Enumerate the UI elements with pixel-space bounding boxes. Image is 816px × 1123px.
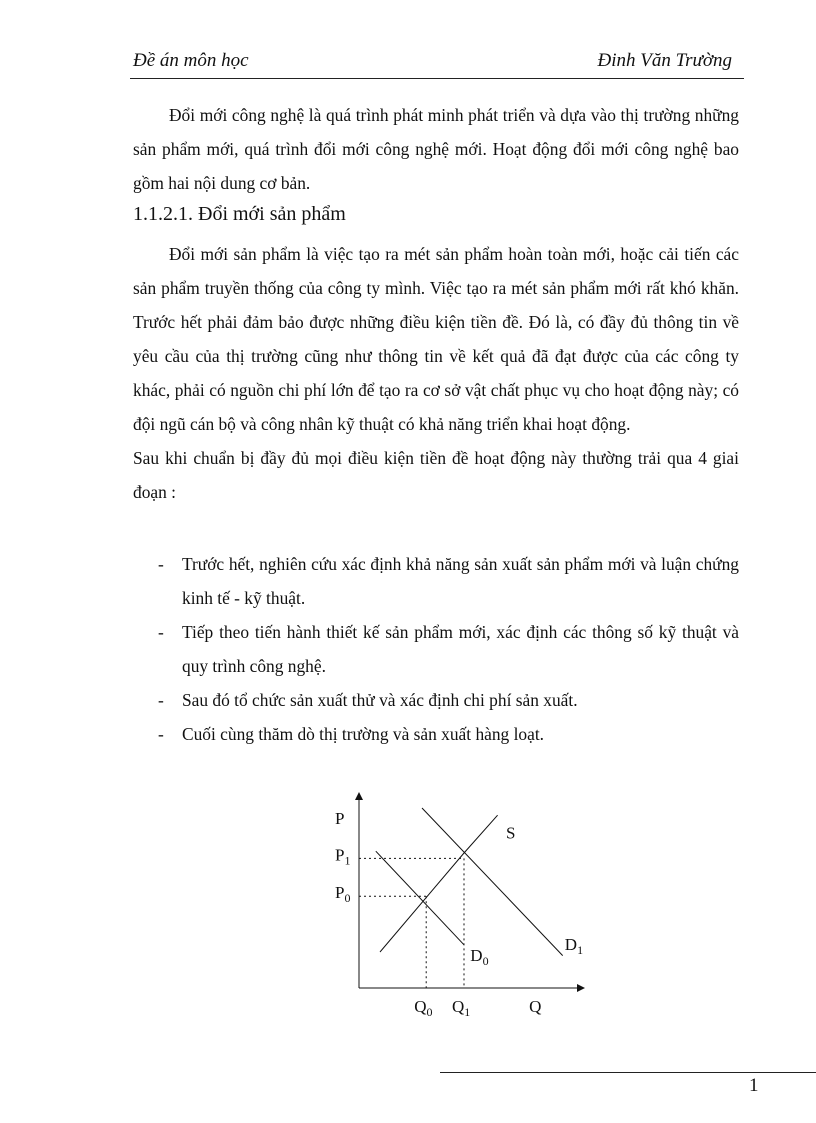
list-dash: - (158, 724, 164, 744)
stages-intro-paragraph: Sau khi chuẩn bị đầy đủ mọi điều kiện tiền đề hoạt động này thường trải qua 4 giai đoạn : (133, 448, 739, 502)
list-item-text: Sau đó tổ chức sản xuất thử và xác định chi phí sản xuất. (182, 690, 578, 710)
series-line-d1 (422, 808, 563, 956)
section-heading: 1.1.2.1. Đổi mới sản phẩm (133, 203, 346, 225)
quantity-tick-label: $Q_0$ (414, 997, 433, 1019)
list-item-text: Tiếp theo tiến hành thiết kế sản phẩm mới, xác định các thông số kỹ thuật và quy trình công nghệ. (182, 622, 739, 676)
series-line-s (380, 815, 498, 952)
header-course-label: Đề án môn học (133, 50, 249, 71)
list-item-text: Trước hết, nghiên cứu xác định khả năng sản xuất sản phẩm mới và luận chứng kinh tế - kỹ thuật. (182, 554, 739, 608)
series-line-d0 (376, 851, 464, 945)
curve-label-d1: $D_1$ (564, 935, 584, 958)
price-tick-label: $P_1$ (335, 845, 351, 868)
y-axis-label: P (335, 809, 345, 828)
list-dash: - (158, 690, 164, 710)
curve-label-s: S (506, 823, 516, 843)
page-number: 1 (749, 1075, 759, 1096)
list-item-text: Cuối cùng thăm dò thị trường và sản xuất hàng loạt. (182, 724, 545, 744)
footer-divider (440, 1072, 816, 1073)
header-author-name: Đinh Văn Trường (597, 50, 732, 71)
curve-label-d0: $D_0$ (470, 946, 489, 968)
intro-paragraph: Đổi mới công nghệ là quá trình phát minh phát triển và dựa vào thị trường những sản phẩm mới, quá trình đổi mới công nghệ mới. Hoạt động đổi mới công nghệ bao gồm hai nội dung cơ bản. (133, 105, 739, 193)
list-dash: - (158, 554, 164, 574)
quantity-tick-label: $Q_1$ (452, 997, 471, 1019)
x-axis-label: Q (529, 997, 542, 1016)
price-tick-label: $P_0$ (335, 883, 351, 906)
section-paragraph: Đổi mới sản phẩm là việc tạo ra mét sản phẩm hoàn toàn mới, hoặc cải tiến các sản phẩm truyền thống của công ty mình. Việc tạo ra mét sản phẩm mới rất khó khăn. Trước hết phải đảm bảo được những điều kiện tiền đề. Đó là, có đầy đủ thông tin về yêu cầu của thị trường cũng như thông tin về kết quả đã đạt được của các công ty khác, phải có nguồn chi phí lớn để tạo ra cơ sở vật chất phục vụ cho hoạt động này; có đội ngũ cán bộ và công nhân kỹ thuật có khả năng triển khai hoạt động. (133, 244, 739, 434)
list-dash: - (158, 622, 164, 642)
